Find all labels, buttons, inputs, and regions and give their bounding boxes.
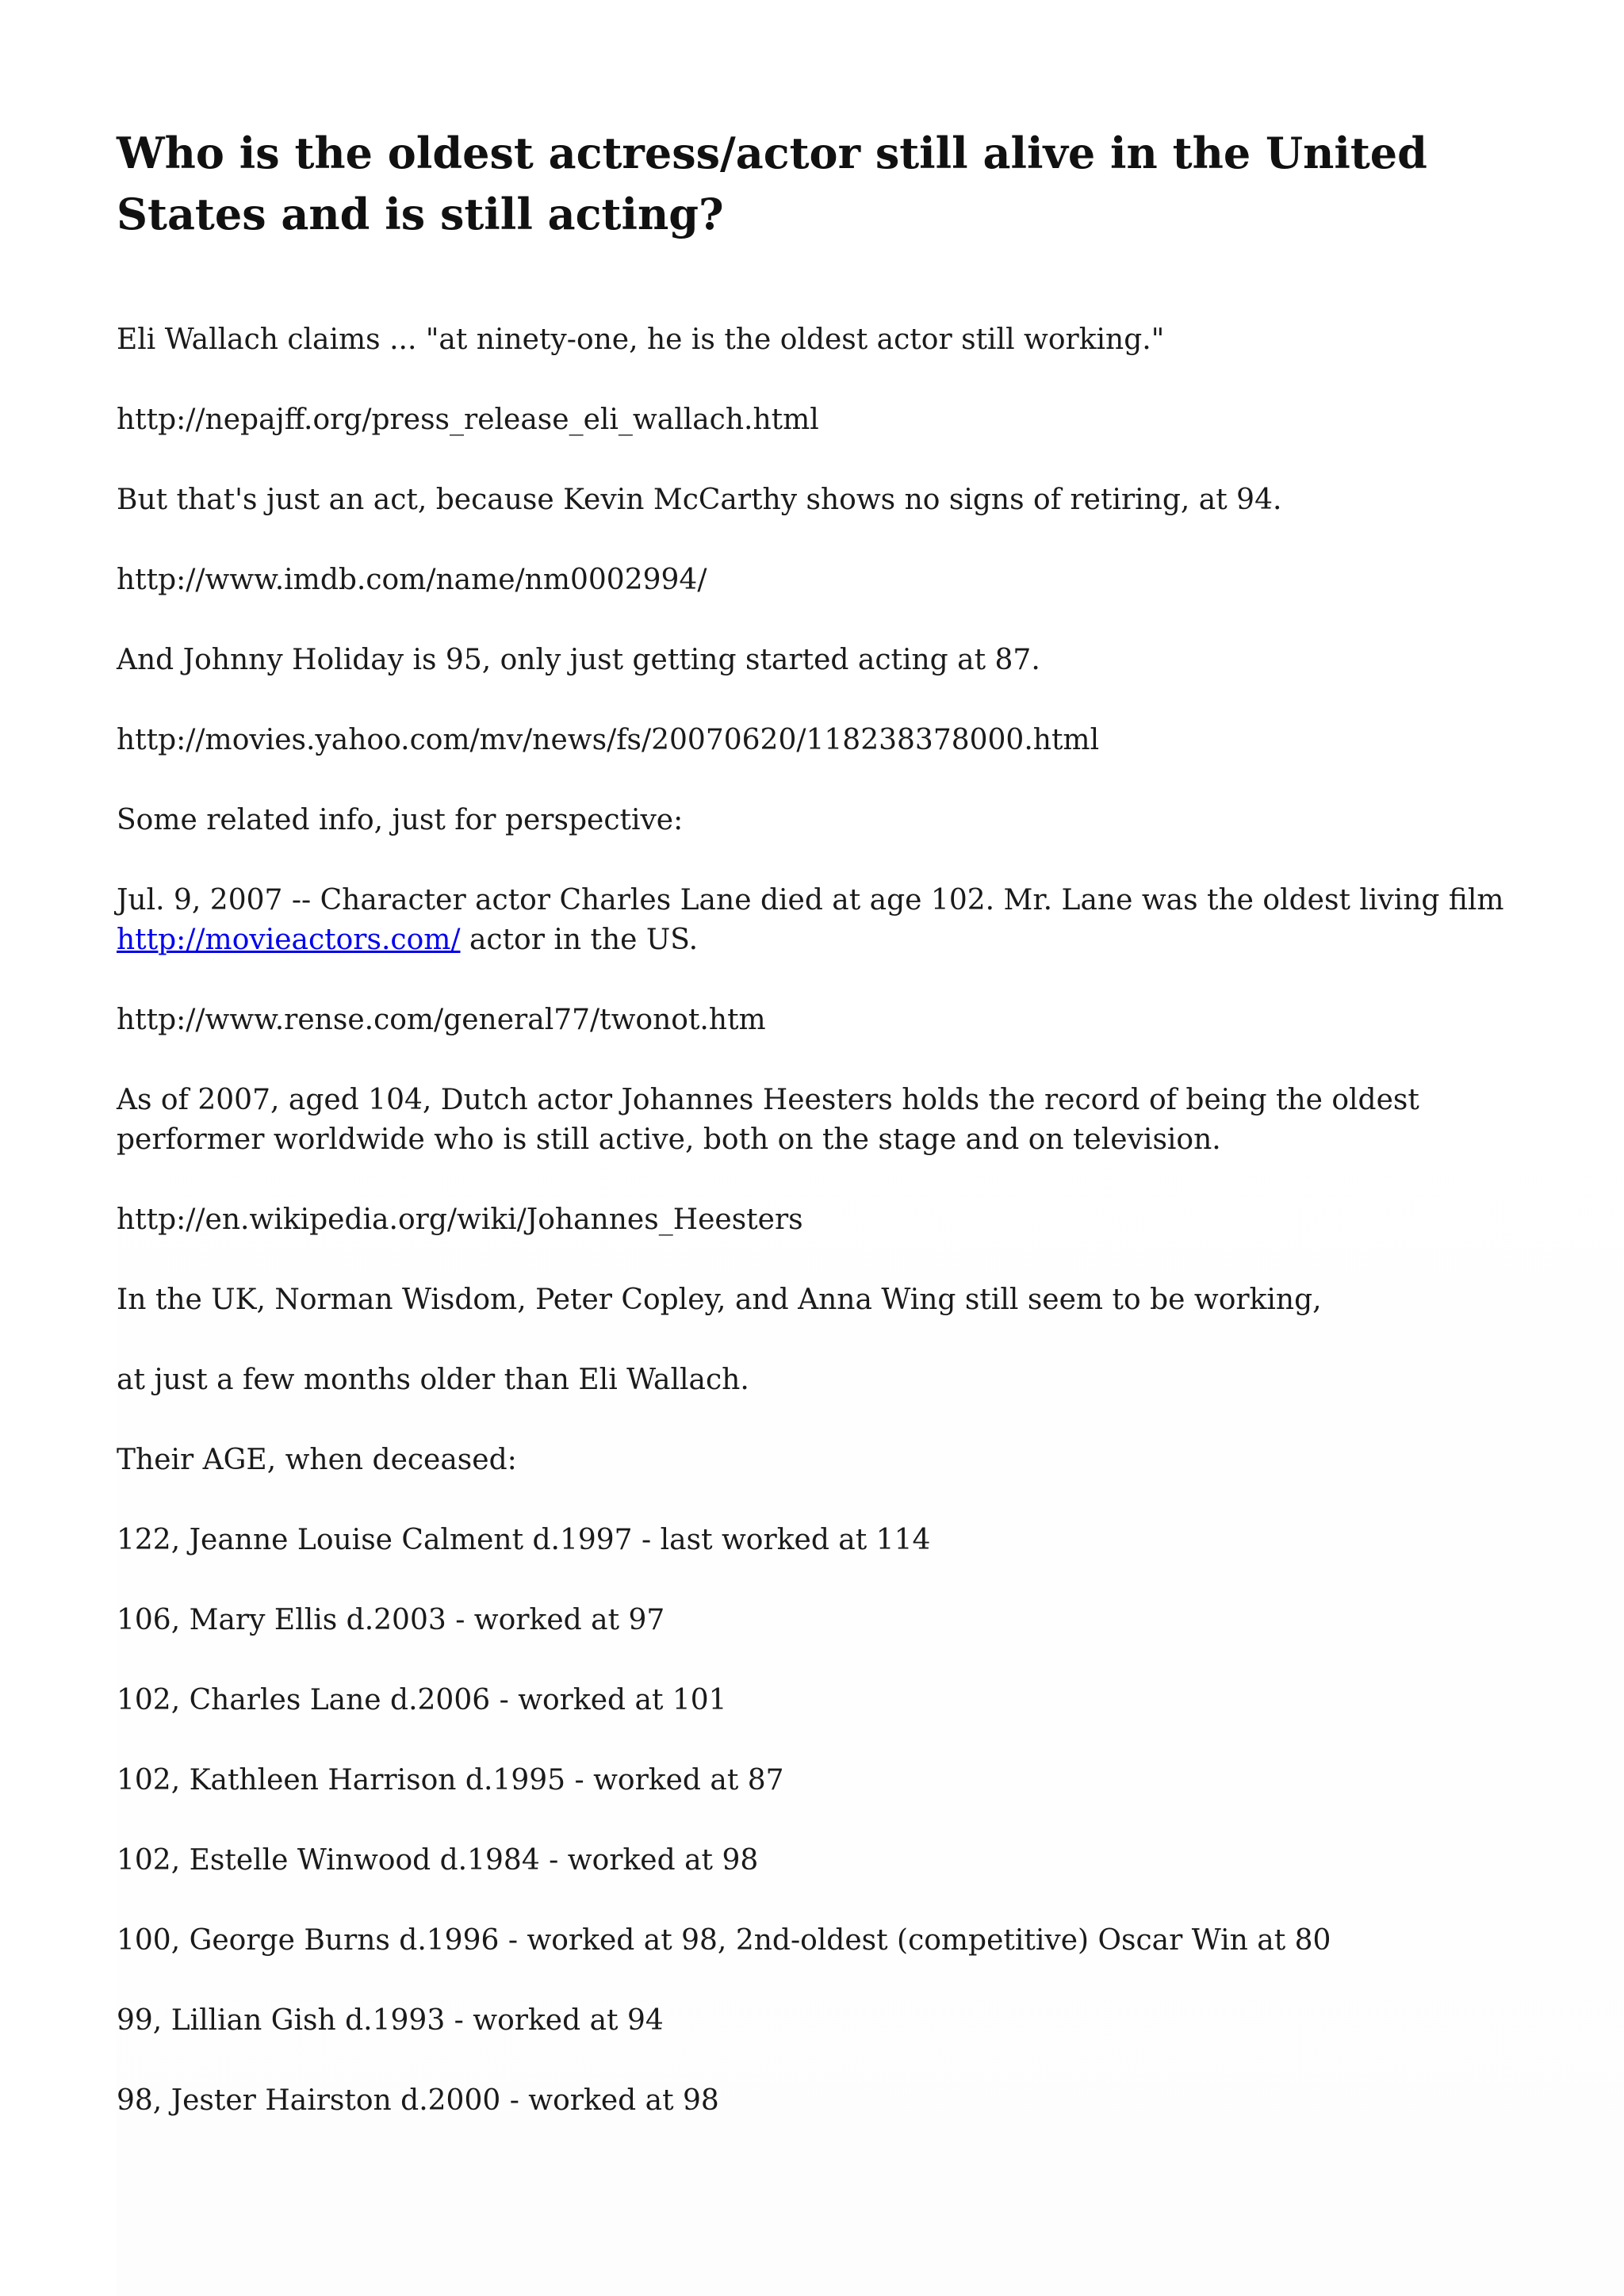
paragraph: In the UK, Norman Wisdom, Peter Copley, and Anna Wing still seem to be working, bbox=[117, 1284, 1322, 1316]
paragraph-text: Jul. 9, 2007 -- Character actor Charles Lane died at age 102. Mr. Lane was the oldest living film bbox=[117, 884, 1504, 916]
list-item: 98, Jester Hairston d.2000 - worked at 98 bbox=[117, 2084, 719, 2117]
paragraph: Their AGE, when deceased: bbox=[117, 1444, 517, 1476]
paragraph: at just a few months older than Eli Wallach. bbox=[117, 1364, 749, 1396]
paragraph: But that's just an act, because Kevin McCarthy shows no signs of retiring, at 94. bbox=[117, 484, 1282, 516]
source-url-text: http://movies.yahoo.com/mv/news/fs/20070620/118238378000.html bbox=[117, 724, 1100, 756]
paragraph: Some related info, just for perspective: bbox=[117, 804, 684, 836]
source-url-text: http://www.imdb.com/name/nm0002994/ bbox=[117, 564, 707, 596]
source-url-text: http://www.rense.com/general77/twonot.htm bbox=[117, 1004, 766, 1036]
page-title: Who is the oldest actress/actor still alive in the United States and is still acting? bbox=[117, 128, 1427, 239]
source-url-text: http://nepajff.org/press_release_eli_wallach.html bbox=[117, 404, 819, 436]
paragraph: Eli Wallach claims ... "at ninety-one, he is the oldest actor still working." bbox=[117, 323, 1165, 356]
paragraph: As of 2007, aged 104, Dutch actor Johannes Heesters holds the record of being the oldest performer worldwide who is still active, both on the stage and on television. bbox=[117, 1084, 1419, 1156]
list-item: 102, Kathleen Harrison d.1995 - worked at 87 bbox=[117, 1764, 784, 1797]
list-item: 106, Mary Ellis d.2003 - worked at 97 bbox=[117, 1604, 665, 1636]
movieactors-link[interactable]: http://movieactors.com/ bbox=[117, 924, 461, 956]
paragraph-text: actor in the US. bbox=[460, 924, 699, 956]
list-item: 102, Charles Lane d.2006 - worked at 101 bbox=[117, 1684, 727, 1716]
list-item: 99, Lillian Gish d.1993 - worked at 94 bbox=[117, 2004, 664, 2037]
list-item: 102, Estelle Winwood d.1984 - worked at 98 bbox=[117, 1844, 759, 1877]
source-url-text: http://en.wikipedia.org/wiki/Johannes_Heesters bbox=[117, 1203, 803, 1236]
charles-lane-paragraph bbox=[117, 881, 1528, 960]
list-item: 100, George Burns d.1996 - worked at 98, 2nd-oldest (competitive) Oscar Win at 80 bbox=[117, 1924, 1331, 1957]
document-content bbox=[117, 123, 1529, 2121]
paragraph: And Johnny Holiday is 95, only just getting started acting at 87. bbox=[117, 644, 1040, 676]
list-item: 122, Jeanne Louise Calment d.1997 - last worked at 114 bbox=[117, 1524, 931, 1556]
